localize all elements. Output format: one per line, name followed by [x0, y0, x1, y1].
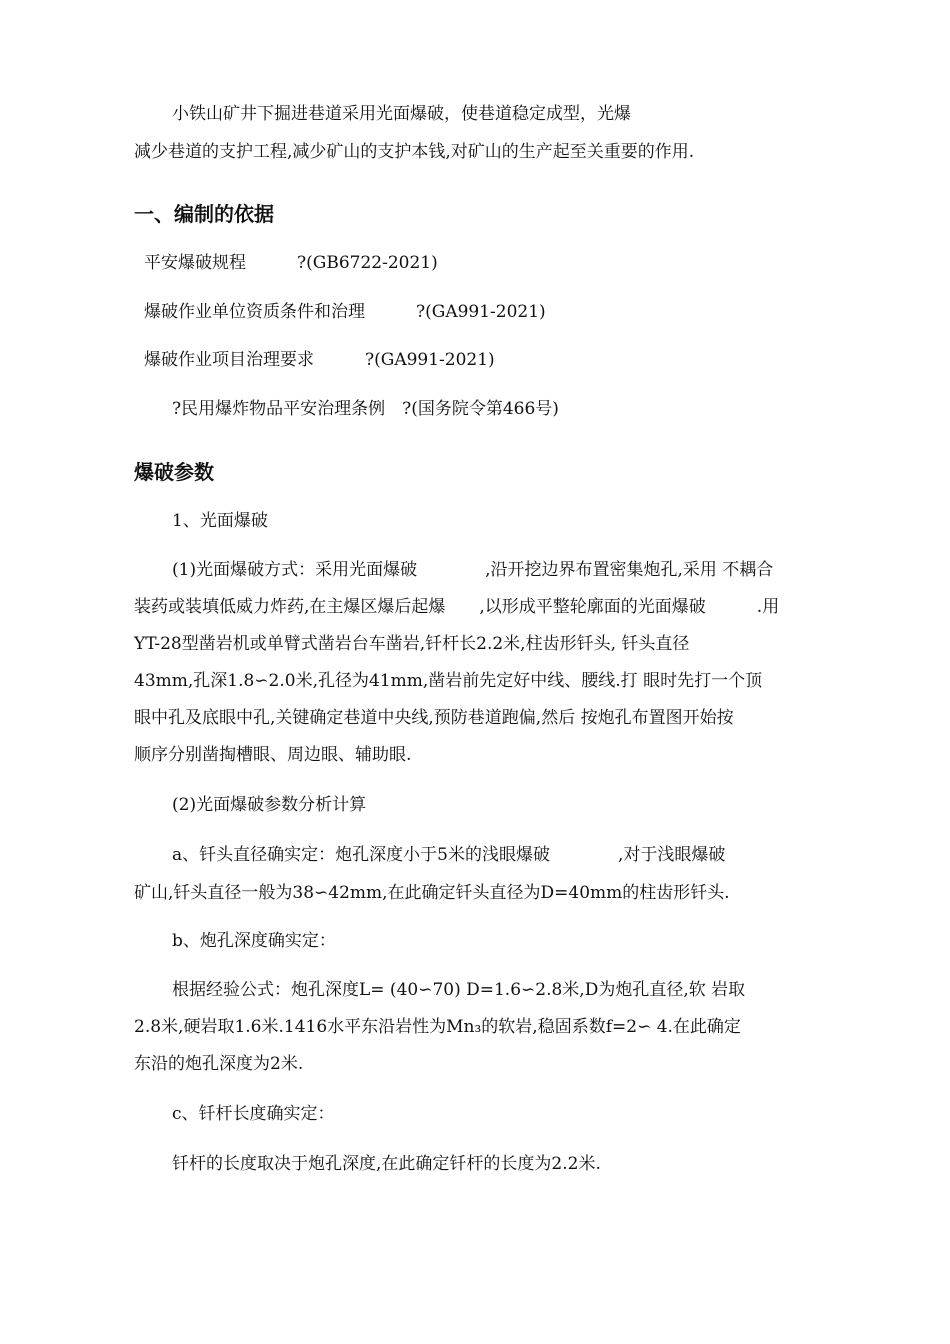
- section-heading-parameters: 爆破参数: [134, 460, 214, 484]
- paragraph-line: 东沿的炮孔深度为2米.: [134, 1054, 304, 1074]
- reference-item: ?民用爆炸物品平安治理条例 ?(国务院令第466号): [172, 399, 559, 419]
- intro-line-2: 减少巷道的支护工程,减少矿山的支护本钱,对矿山的生产起至关重要的作用.: [134, 142, 695, 162]
- paragraph-line: 顺序分别凿掏槽眼、周边眼、辅助眼.: [134, 745, 412, 765]
- reference-item: 爆破作业单位资质条件和治理 ?(GA991-2021): [144, 302, 546, 322]
- paragraph-line: 眼中孔及底眼中孔,关键确定巷道中央线,预防巷道跑偏,然后 按炮孔布置图开始按: [134, 708, 734, 728]
- item-b-title: b、炮孔深度确实定：: [172, 931, 336, 951]
- subsection-title-smooth-blasting: 1、光面爆破: [172, 511, 268, 531]
- section-heading-basis: 一、编制的依据: [134, 202, 274, 226]
- intro-line-1: 小铁山矿井下掘进巷道采用光面爆破，使巷道稳定成型，光爆: [172, 104, 631, 124]
- paragraph-line: 2.8米,硬岩取1.6米.1416水平东沿岩性为Mn₃的软岩,稳固系数f=2∽ 4.在此确定: [134, 1017, 741, 1037]
- paragraph-line: 根据经验公式：炮孔深度L= (40∽70) D=1.6∽2.8米,D为炮孔直径,软 岩取: [172, 980, 746, 1000]
- paragraph-line: 43mm,孔深1.8∽2.0米,孔径为41mm,凿岩前先定好中线、腰线.打 眼时先打一个顶: [134, 671, 763, 691]
- item-a-title: a、钎头直径确实定：炮孔深度小于5米的浅眼爆破 ,对于浅眼爆破: [172, 845, 726, 865]
- paragraph-line: 钎杆的长度取决于炮孔深度,在此确定钎杆的长度为2.2米.: [172, 1154, 601, 1174]
- paragraph-line: YT-28型凿岩机或单臂式凿岩台车凿岩,钎杆长2.2米,柱齿形钎头, 钎头直径: [134, 634, 690, 654]
- reference-item: 平安爆破规程 ?(GB6722-2021): [144, 253, 438, 273]
- paragraph-line: 装药或装填低威力炸药,在主爆区爆后起爆 ,以形成平整轮廓面的光面爆破 .用: [134, 597, 780, 617]
- paragraph-line: (1)光面爆破方式：采用光面爆破 ,沿开挖边界布置密集炮孔,采用 不耦合: [172, 560, 774, 580]
- item-a-line: 矿山,钎头直径一般为38∽42mm,在此确定钎头直径为D=40mm的柱齿形钎头.: [134, 883, 730, 903]
- subsection-title-parameter-analysis: (2)光面爆破参数分析计算: [172, 795, 367, 815]
- item-c-title: c、钎杆长度确实定：: [172, 1104, 335, 1124]
- reference-item: 爆破作业项目治理要求 ?(GA991-2021): [144, 350, 495, 370]
